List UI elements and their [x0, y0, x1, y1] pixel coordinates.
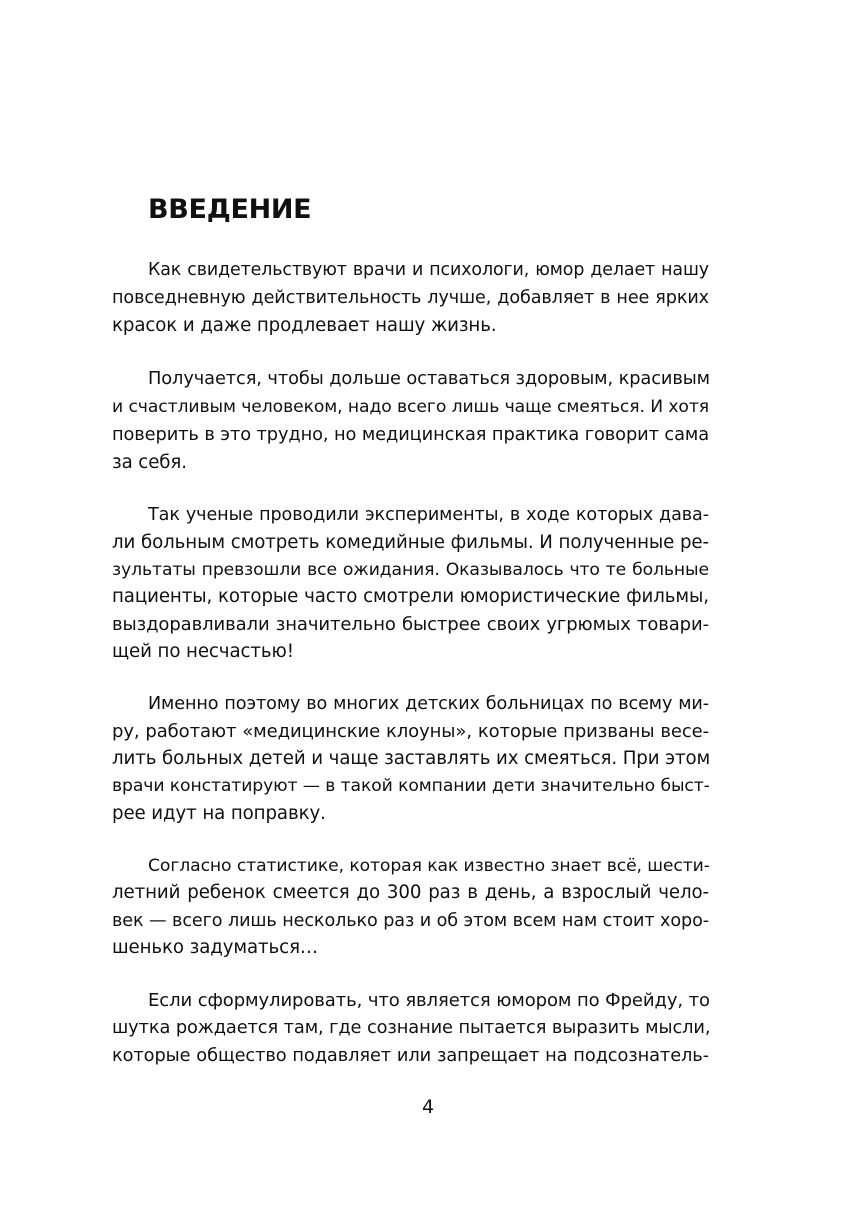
text-line: Именно поэтому во многих детских больницах по всему ми-: [148, 694, 709, 714]
text-line: шенько задуматься…: [112, 937, 318, 958]
text-line: Согласно статистике, которая как известно знает всё, шести-: [148, 856, 710, 876]
text-line: зультаты превзошли все ожидания. Оказывалось что те больные: [112, 560, 709, 580]
text-line: рее идут на поправку.: [112, 803, 326, 824]
text-line: выздоравливали значительно быстрее своих угрюмых товари-: [112, 614, 709, 635]
text-line: Так ученые проводили эксперименты, в ходе которых дава-: [148, 505, 709, 525]
text-line: щей по несчастью!: [112, 641, 294, 662]
text-line: Как свидетельствуют врачи и психологи, юмор делает нашу: [148, 260, 709, 280]
text-line: Получается, чтобы дольше оставаться здоровым, красивым: [148, 368, 710, 389]
text-line: врачи констатируют — в такой компании дети значительно быст-: [112, 776, 710, 796]
text-line: поверить в это трудно, но медицинская практика говорит сама: [112, 424, 709, 445]
text-line: и счастливым человеком, надо всего лишь чаще смеяться. И хотя: [112, 397, 709, 417]
text-line: летний ребенок смеется до 300 раз в день, а взрослый чело-: [112, 882, 709, 903]
chapter-heading: ВВЕДЕНИЕ: [148, 194, 312, 225]
page-number: 4: [421, 1096, 435, 1118]
text-line: ли больным смотреть комедийные фильмы. И полученные ре-: [112, 532, 709, 553]
text-line: Если сформулировать, что является юмором по Фрейду, то: [148, 990, 710, 1011]
text-line: пациенты, которые часто смотрели юмористические фильмы,: [112, 586, 709, 607]
text-line: за себя.: [112, 452, 187, 473]
text-line: шутка рождается там, где сознание пытается выразить мысли,: [112, 1017, 711, 1038]
text-line: лить больных детей и чаще заставлять их смеяться. При этом: [112, 748, 711, 769]
text-line: повседневную действительность лучше, добавляет в нее ярких: [112, 288, 709, 308]
text-line: красок и даже продлевает нашу жизнь.: [112, 315, 497, 336]
text-line: век — всего лишь несколько раз и об этом всем нам стоит хоро-: [112, 911, 709, 931]
text-line: которые общество подавляет или запрещает на подсознатель-: [112, 1045, 709, 1066]
text-line: ру, работают «медицинские клоуны», которые призваны весе-: [112, 721, 709, 742]
